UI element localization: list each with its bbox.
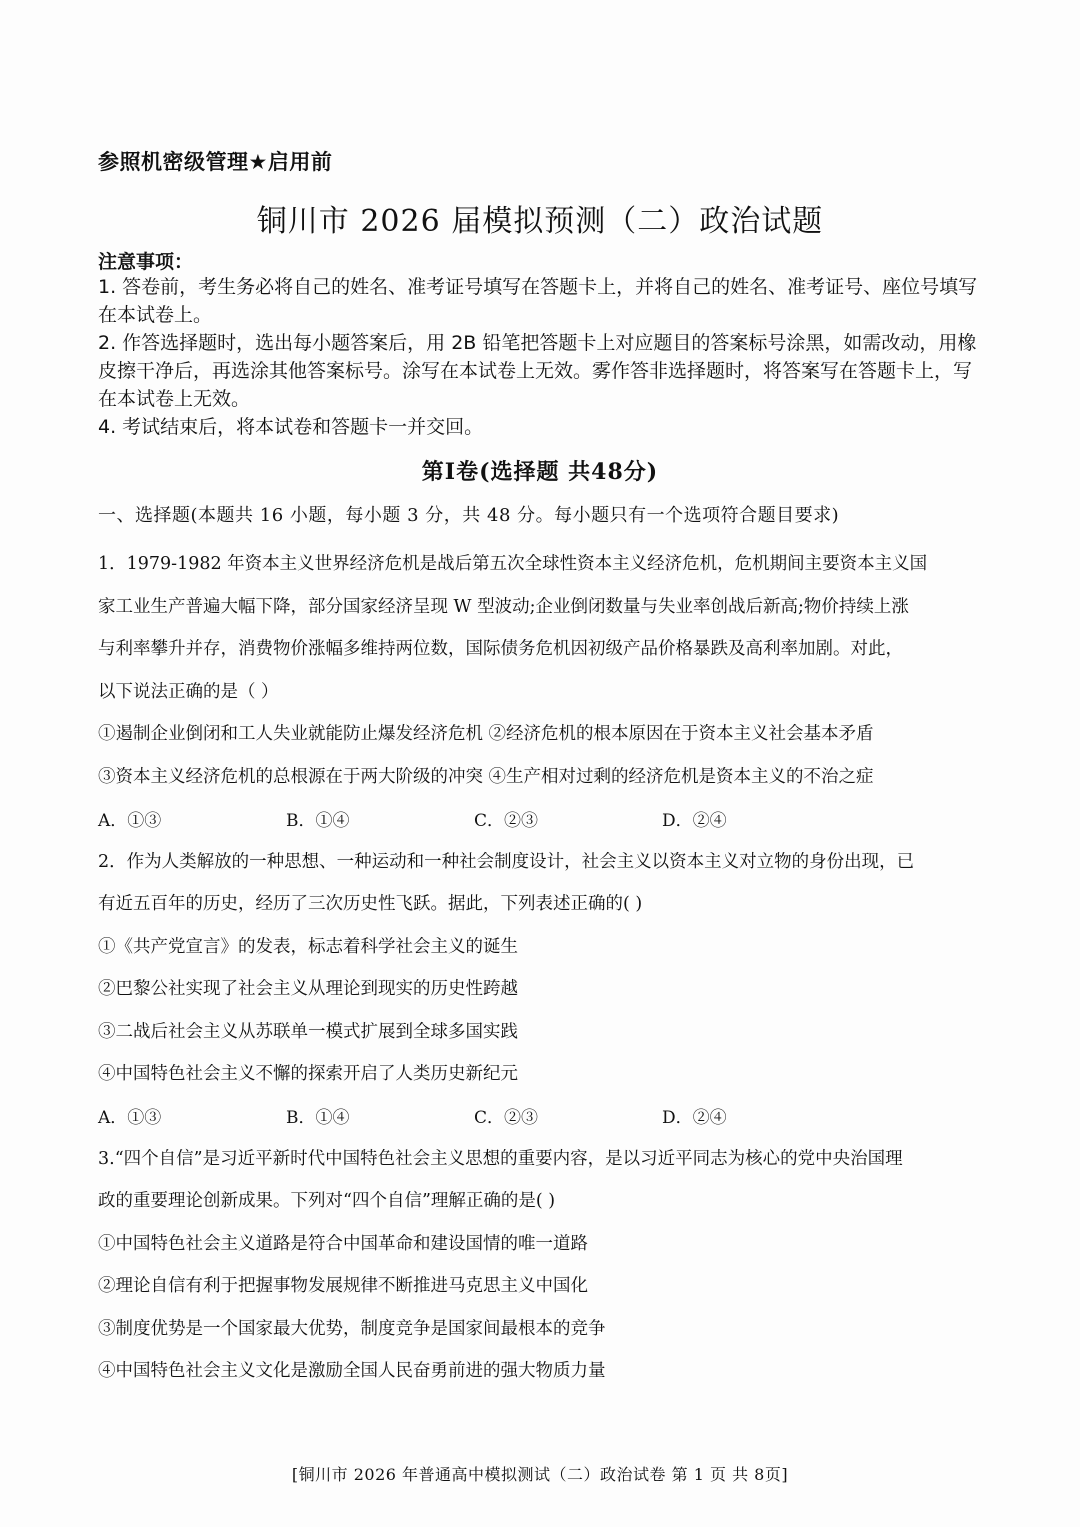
option-b: B．①④ [286, 811, 350, 831]
option-b: B．①④ [286, 1108, 350, 1128]
question-1-stem-line: 与利率攀升并存，消费物价涨幅多维持两位数，国际债务危机因初级产品价格暴跌及高利率加剧。对此， [98, 639, 903, 659]
question-2-statement: ④中国特色社会主义不懈的探索开启了人类历史新纪元 [98, 1064, 518, 1084]
question-1-statement: ①遏制企业倒闭和工人失业就能防止爆发经济危机 ②经济危机的根本原因在于资本主义社会基本矛盾 [98, 724, 874, 744]
question-2-stem-line: 2．作为人类解放的一种思想、一种运动和一种社会制度设计，社会主义以资本主义对立物的身份出现，已 [98, 852, 915, 872]
question-3-statement: ④中国特色社会主义文化是激励全国人民奋勇前进的强大物质力量 [98, 1361, 606, 1381]
option-d: D．②④ [662, 1108, 727, 1128]
question-3-statement: ③制度优势是一个国家最大优势，制度竞争是国家间最根本的竞争 [98, 1319, 606, 1339]
option-c: C．②③ [474, 1108, 539, 1128]
exam-title: 铜川市 2026 届模拟预测（二）政治试题 [256, 204, 824, 239]
section-title: 第Ⅰ卷(选择题 共48分) [421, 459, 659, 485]
page-footer: [铜川市 2026 年普通高中模拟测试（二）政治试卷 第 1 页 共 8页] [291, 1465, 789, 1484]
option-d: D．②④ [662, 811, 727, 831]
question-3-statement: ②理论自信有利于把握事物发展规律不断推进马克思主义中国化 [98, 1276, 588, 1296]
question-3-stem-line: 政的重要理论创新成果。下列对“四个自信”理解正确的是( ) [98, 1191, 556, 1211]
question-1-stem-line: 家工业生产普遍大幅下降，部分国家经济呈现 W 型波动;企业倒闭数量与失业率创战后新高;物价持续上涨 [98, 597, 909, 617]
question-1-stem-line: 1．1979-1982 年资本主义世界经济危机是战后第五次全球性资本主义经济危机，危机期间主要资本主义国 [98, 554, 928, 574]
question-2-stem-line: 有近五百年的历史，经历了三次历史性飞跃。据此，下列表述正确的( ) [98, 894, 643, 914]
question-1-statement: ③资本主义经济危机的总根源在于两大阶级的冲突 ④生产相对过剩的经济危机是资本主义的不治之症 [98, 767, 874, 787]
part-title: 一、选择题(本题共 16 小题，每小题 3 分，共 48 分。每小题只有一个选项符合题目要求) [98, 505, 840, 526]
question-2-statement: ③二战后社会主义从苏联单一模式扩展到全球多国实践 [98, 1022, 518, 1042]
question-2-statement: ①《共产党宣言》的发表，标志着科学社会主义的诞生 [98, 937, 518, 957]
notice-item: 2. 作答选择题时，选出每小题答案后，用 2B 铅笔把答题卡上对应题目的答案标号涂黑，如需改动，用橡皮擦干净后，再选涂其他答案标号。涂写在本试卷上无效。雾作答非选择题时，将答案写在答题卡上，写在本试卷上无效。 [98, 332, 977, 410]
notice-item: 4. 考试结束后，将本试卷和答题卡一并交回。 [98, 416, 484, 438]
option-a: A．①③ [98, 811, 162, 831]
option-c: C．②③ [474, 811, 539, 831]
question-2-statement: ②巴黎公社实现了社会主义从理论到现实的历史性跨越 [98, 979, 518, 999]
option-a: A．①③ [98, 1108, 162, 1128]
question-3-stem-line: 3.“四个自信”是习近平新时代中国特色社会主义思想的重要内容，是以习近平同志为核心的党中央治国理 [98, 1149, 903, 1169]
notice-item: 1. 答卷前，考生务必将自己的姓名、准考证号填写在答题卡上，并将自己的姓名、准考证号、座位号填写在本试卷上。 [98, 276, 978, 326]
secret-level-label: 参照机密级管理★启用前 [98, 150, 333, 174]
question-1-stem-line: 以下说法正确的是（ ） [98, 682, 279, 702]
notice-heading: 注意事项： [98, 251, 194, 273]
question-3-statement: ①中国特色社会主义道路是符合中国革命和建设国情的唯一道路 [98, 1234, 588, 1254]
